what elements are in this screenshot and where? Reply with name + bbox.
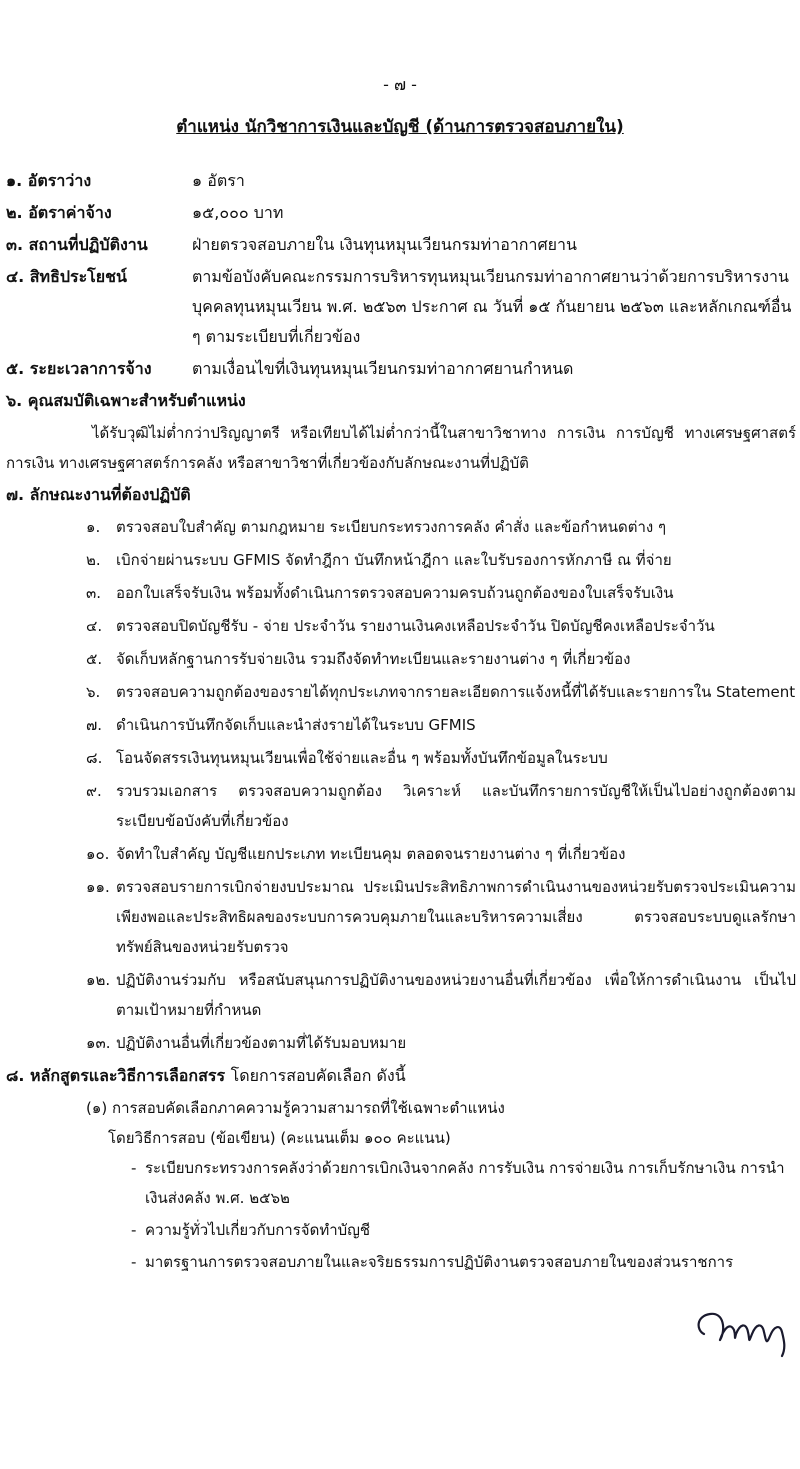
list-item-number: ๒.: [86, 551, 101, 569]
field-value: ๑๕,๐๐๐ บาท: [192, 203, 284, 222]
page-number: - ๗ -: [383, 75, 417, 94]
list-item-text: ตรวจสอบปิดบัญชีรับ - จ่าย ประจำวัน รายงานเงินคงเหลือประจำวัน ปิดบัญชีคงเหลือประจำวัน: [116, 617, 715, 635]
list-item-number: ๕.: [86, 650, 103, 668]
field-label: ๒. อัตราค่าจ้าง: [6, 203, 112, 222]
list-item-number: ๑๐.: [86, 845, 110, 863]
field-value: ฝ่ายตรวจสอบภายใน เงินทุนหมุนเวียนกรมท่าอากาศยาน: [192, 235, 577, 254]
list-item-text: ระเบียบกระทรวงการคลังว่าด้วยการเบิกเงินจากคลัง การรับเงิน การจ่ายเงิน การเก็บรักษาเงิน การนำเงินส่งคลัง พ.ศ. ๒๕๖๒: [145, 1159, 785, 1207]
list-item-text: โอนจัดสรรเงินทุนหมุนเวียนเพื่อใช้จ่ายและอื่น ๆ พร้อมทั้งบันทึกข้อมูลในระบบ: [116, 749, 608, 767]
list-item-text: จัดทำใบสำคัญ บัญชีแยกประเภท ทะเบียนคุม ตลอดจนรายงานต่าง ๆ ที่เกี่ยวข้อง: [116, 845, 626, 863]
field-employment-period: [6, 354, 796, 384]
field-label: ๔. สิทธิประโยชน์: [6, 267, 127, 286]
qualification-heading: ๖. คุณสมบัติเฉพาะสำหรับตำแหน่ง: [6, 391, 246, 410]
list-item: [6, 677, 796, 707]
list-item-text: จัดเก็บหลักฐานการรับจ่ายเงิน รวมถึงจัดทำทะเบียนและรายงานต่าง ๆ ที่เกี่ยวข้อง: [116, 650, 631, 668]
list-item: [6, 776, 796, 836]
list-item: [6, 512, 796, 542]
qualification-text: ได้รับวุฒิไม่ต่ำกว่าปริญญาตรี หรือเทียบได้ไม่ต่ำกว่านี้ในสาขาวิชาทาง การเงิน การบัญชี ทางเศรษฐศาสตร์การเงิน ทางเศรษฐศาสตร์การคลัง หรือสาขาวิชาที่เกี่ยวข้องกับลักษณะงานที่ปฏิบัติ: [6, 424, 796, 472]
list-item: [6, 743, 796, 773]
list-item-number: ๖.: [86, 683, 101, 701]
list-item: [6, 965, 796, 1025]
bullet-dash: -: [131, 1253, 137, 1271]
list-item-text: ปฏิบัติงานอื่นที่เกี่ยวข้องตามที่ได้รับมอบหมาย: [116, 1034, 407, 1052]
field-label: ๓. สถานที่ปฏิบัติงาน: [6, 235, 148, 254]
field-salary: [6, 198, 796, 228]
field-value: ตามเงื่อนไขที่เงินทุนหมุนเวียนกรมท่าอากาศยานกำหนด: [192, 359, 574, 378]
list-item: [6, 872, 796, 962]
list-item-text: ปฏิบัติงานร่วมกับ หรือสนับสนุนการปฏิบัติงานของหน่วยงานอื่นที่เกี่ยวข้อง เพื่อให้การดำเนินงาน เป็นไปตามเป้าหมายที่กำหนด: [116, 971, 796, 1019]
selection-part1-method: โดยวิธีการสอบ (ข้อเขียน) (คะแนนเต็ม ๑๐๐ คะแนน): [108, 1129, 451, 1147]
field-workplace: [6, 230, 796, 260]
field-label: ๕. ระยะเวลาการจ้าง: [6, 359, 152, 378]
field-vacancy: [6, 166, 796, 196]
field-value: ๑ อัตรา: [192, 171, 245, 190]
list-item-text: ตรวจสอบรายการเบิกจ่ายงบประมาณ ประเมินประสิทธิภาพการดำเนินงานของหน่วยรับตรวจประเมินความเพียงพอและประสิทธิผลของระบบการควบคุมภายในและบริหารความเสี่ยง ตรวจสอบระบบดูแลรักษาทรัพย์สินของหน่วยรับตรวจ: [116, 878, 796, 956]
list-item: [6, 578, 796, 608]
field-value: ตามข้อบังคับคณะกรรมการบริหารทุนหมุนเวียนกรมท่าอากาศยานว่าด้วยการบริหารงานบุคคลทุนหมุนเวียน พ.ศ. ๒๕๖๓ ประกาศ ณ วันที่ ๑๕ กันยายน ๒๕๖๓ และหลักเกณฑ์อื่น ๆ ตามระเบียบที่เกี่ยวข้อง: [192, 267, 792, 346]
list-item: [6, 644, 796, 674]
list-item: [6, 1247, 796, 1277]
bullet-dash: -: [131, 1159, 137, 1177]
list-item: [6, 545, 796, 575]
list-item-number: ๑๑.: [86, 878, 110, 896]
list-item: [6, 839, 796, 869]
list-item-number: ๑๓.: [86, 1034, 111, 1052]
document-content: [6, 166, 796, 1279]
list-item-text: ดำเนินการบันทึกจัดเก็บและนำส่งรายได้ในระบบ GFMIS: [116, 716, 476, 734]
list-item-text: ออกใบเสร็จรับเงิน พร้อมทั้งดำเนินการตรวจสอบความครบถ้วนถูกต้องของใบเสร็จรับเงิน: [116, 584, 674, 602]
list-item-number: ๗.: [86, 716, 103, 734]
list-item-text: ตรวจสอบใบสำคัญ ตามกฎหมาย ระเบียบกระทรวงการคลัง คำสั่ง และข้อกำหนดต่าง ๆ: [116, 518, 667, 536]
field-label: ๑. อัตราว่าง: [6, 171, 92, 190]
list-item-number: ๘.: [86, 749, 103, 767]
field-benefits: [6, 262, 796, 352]
list-item: [6, 1215, 796, 1245]
selection-heading: [6, 1061, 796, 1091]
selection-heading-note: โดยการสอบคัดเลือก ดังนี้: [230, 1066, 406, 1085]
list-item-number: ๑๒.: [86, 971, 111, 989]
list-item-text: รวบรวมเอกสาร ตรวจสอบความถูกต้อง วิเคราะห์ และบันทึกรายการบัญชีให้เป็นไปอย่างถูกต้องตามระเบียบข้อบังคับที่เกี่ยวข้อง: [116, 782, 796, 830]
bullet-dash: -: [131, 1221, 137, 1239]
signature-mark: [690, 1300, 800, 1360]
list-item-text: เบิกจ่ายผ่านระบบ GFMIS จัดทำฎีกา บันทึกหน้าฎีกา และใบรับรองการหักภาษี ณ ที่จ่าย: [116, 551, 672, 569]
list-item-text: มาตรฐานการตรวจสอบภายในและจริยธรรมการปฏิบัติงานตรวจสอบภายในของส่วนราชการ: [145, 1253, 734, 1271]
list-item-text: ความรู้ทั่วไปเกี่ยวกับการจัดทำบัญชี: [145, 1221, 371, 1239]
list-item-number: ๙.: [86, 782, 102, 800]
list-item: [6, 1028, 796, 1058]
list-item-number: ๑.: [86, 518, 101, 536]
position-title: ตำแหน่ง นักวิชาการเงินและบัญชี (ด้านการตรวจสอบภายใน): [176, 117, 624, 137]
list-item: [6, 611, 796, 641]
selection-heading-text: ๘. หลักสูตรและวิธีการเลือกสรร: [6, 1066, 226, 1085]
list-item: [6, 710, 796, 740]
list-item-number: ๔.: [86, 617, 103, 635]
list-item: [6, 1153, 796, 1213]
selection-part1: [6, 1093, 796, 1153]
duties-list: [6, 512, 796, 1058]
list-item-number: ๓.: [86, 584, 102, 602]
selection-part1-title: (๑) การสอบคัดเลือกภาคความรู้ความสามารถที่ใช้เฉพาะตำแหน่ง: [86, 1099, 505, 1117]
duties-heading: ๗. ลักษณะงานที่ต้องปฏิบัติ: [6, 485, 191, 504]
list-item-text: ตรวจสอบความถูกต้องของรายได้ทุกประเภทจากรายละเอียดการแจ้งหนี้ที่ได้รับและรายการใน Statement: [116, 683, 796, 701]
